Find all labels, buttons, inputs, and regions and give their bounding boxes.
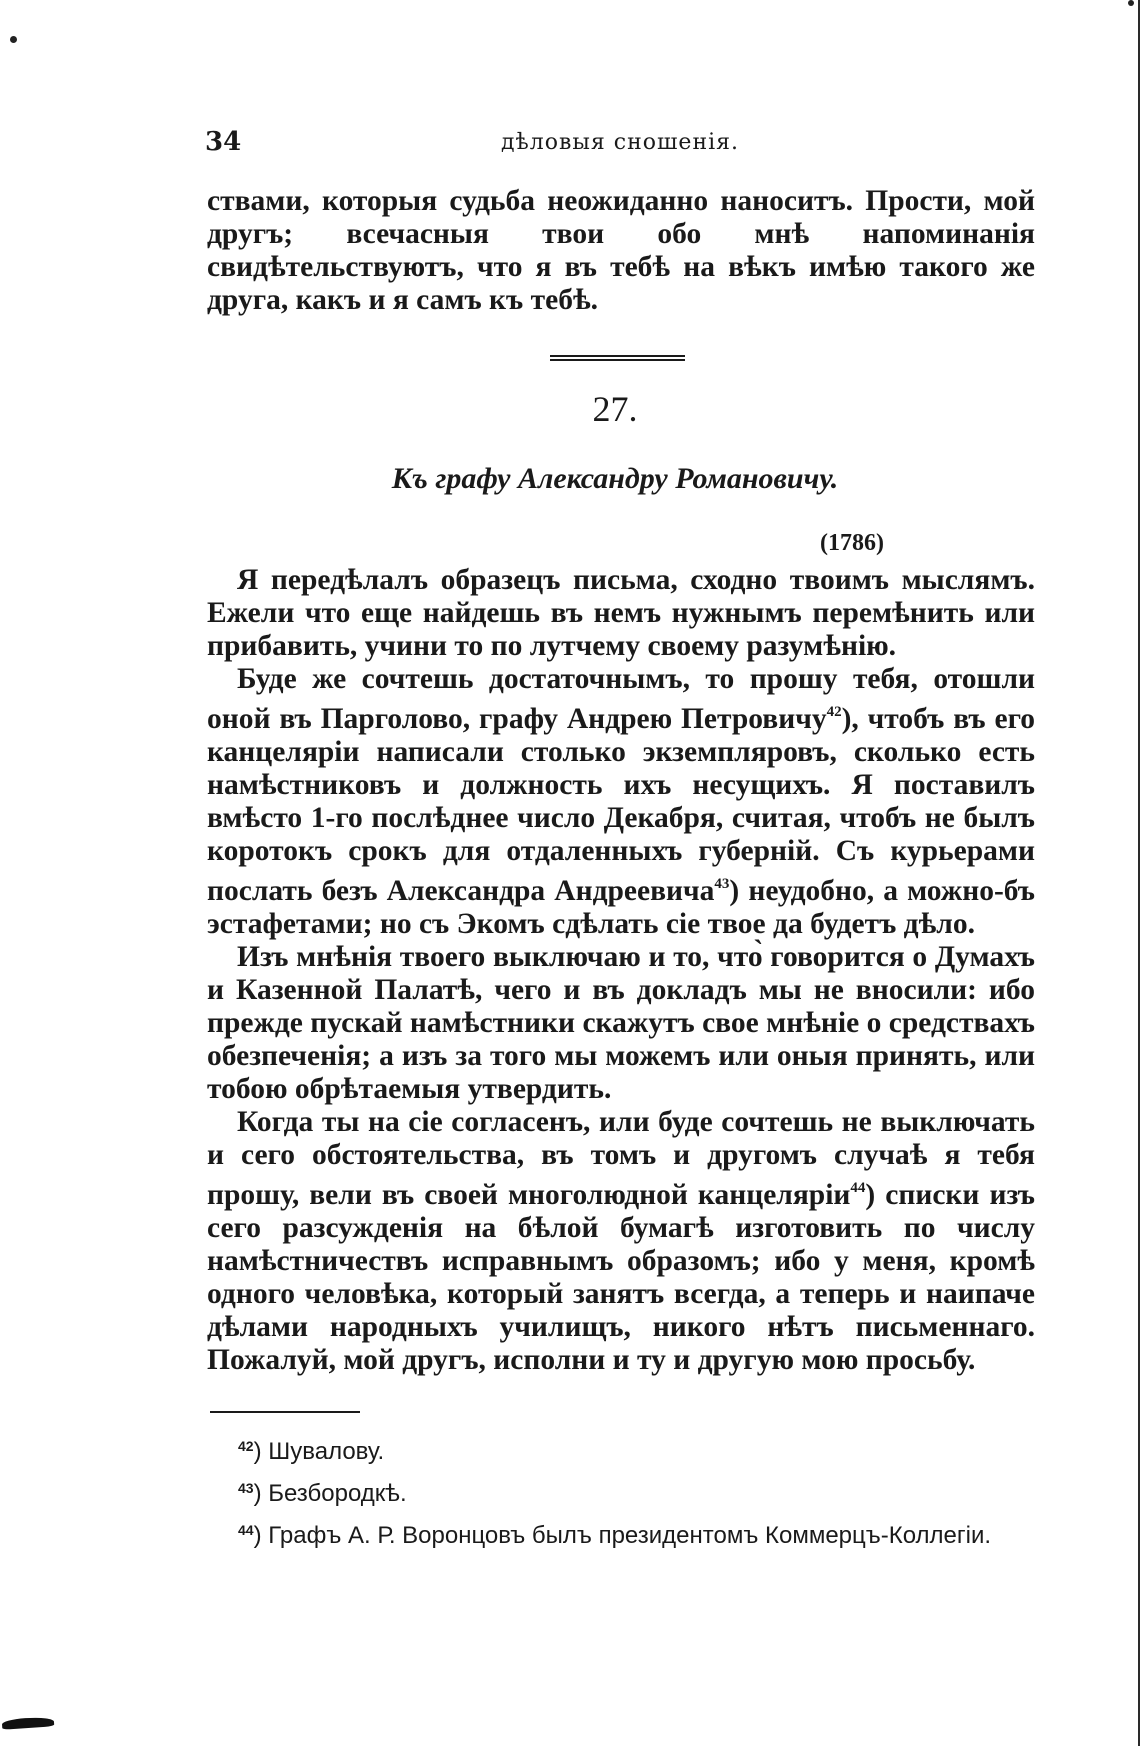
footnote-item: $^{44}$) Графъ А. Р. Воронцовъ былъ президентомъ Коммерцъ-Коллегіи. — [238, 1522, 992, 1549]
body-paragraph: Когда ты на сіе согласенъ, или буде сочтешь не выключать и сего обстоятельства, въ томъ и другомъ случаѣ я тебя прошу, вели въ своей многолюдной канцеляріи$^{44}$) списки изъ сего разсужденія на бѣлой бумагѣ изготовить по числу намѣстничествъ исправнымъ образомъ; ибо у меня, кромѣ одного человѣка, который занятъ всегда, а теперь и наипаче дѣлами народныхъ училищъ, никого нѣтъ письменнаго. Пожалуй, мой другъ, исполни и ту и другую мою просьбу. — [207, 1106, 1035, 1376]
body-paragraph: Изъ мнѣнія твоего выключаю и то, что̀ говорится о Думахъ и Казенной Палатѣ, чего и въ докладъ мы не вносили: ибо прежде пускай намѣстники скажутъ свое мнѣніе о средствахъ обезпеченія; а изъ за того мы можемъ или оныя принять, или тобою обрѣтаемыя утвердить. — [207, 941, 1035, 1105]
section-number: 27. — [592, 389, 638, 429]
footnote-ref: 44 — [850, 1180, 866, 1196]
footnote-rule — [210, 1411, 360, 1413]
body-paragraph: Буде же сочтешь достаточнымъ, то прошу тебя, отошли оной въ Парголово, графу Андрею Петровичу$^{42}$), чтобъ въ его канцеляріи написали столько экземпляровъ, сколько есть намѣстниковъ и должность ихъ несущихъ. Я поставилъ вмѣсто 1-го послѣднее число Декабря, считая, чтобъ не былъ коротокъ срокъ для отдаленныхъ губерній. Съ курьерами послать безъ Александра Андреевича$^{43}$) неудобно, а можно-бъ эстафетами; но съ Экомъ сдѣлать сіе твое да будетъ дѣло. — [207, 663, 1035, 940]
running-header — [205, 127, 1035, 159]
footnote-item: $^{42}$) Шувалову. — [238, 1438, 385, 1465]
footnote-item: $^{43}$) Безбородкѣ. — [238, 1480, 407, 1507]
page-number: 34 — [205, 127, 242, 157]
ink-blot — [2, 1716, 55, 1730]
ink-speck — [1128, 0, 1134, 6]
running-title: дѣловыя сношенія. — [500, 130, 740, 155]
footnotes — [238, 1428, 991, 1554]
footnote-ref: 42 — [826, 704, 842, 720]
letter-year: (1786) — [820, 530, 884, 556]
letter-body — [207, 564, 1035, 1377]
body-paragraph: Я передѣлалъ образецъ письма, сходно твоимъ мыслямъ. Ежели что еще найдешь въ немъ нужнымъ перемѣнить или прибавить, учини то по лутчему своему разумѣнію. — [207, 564, 1035, 662]
footnote-ref: 43 — [714, 876, 730, 892]
continuation-block — [207, 185, 1035, 317]
letter-addressee: Къ графу Александру Романовичу. — [391, 462, 839, 495]
ink-speck — [10, 36, 17, 43]
continuation-paragraph: ствами, которыя судьба неожиданно наноситъ. Прости, мой другъ; всечасныя твои обо мнѣ напоминанія свидѣтельствуютъ, что я въ тебѣ на вѣкъ имѣю такого же друга, какъ и я самъ къ тебѣ. — [207, 185, 1035, 316]
section-divider — [550, 355, 685, 361]
